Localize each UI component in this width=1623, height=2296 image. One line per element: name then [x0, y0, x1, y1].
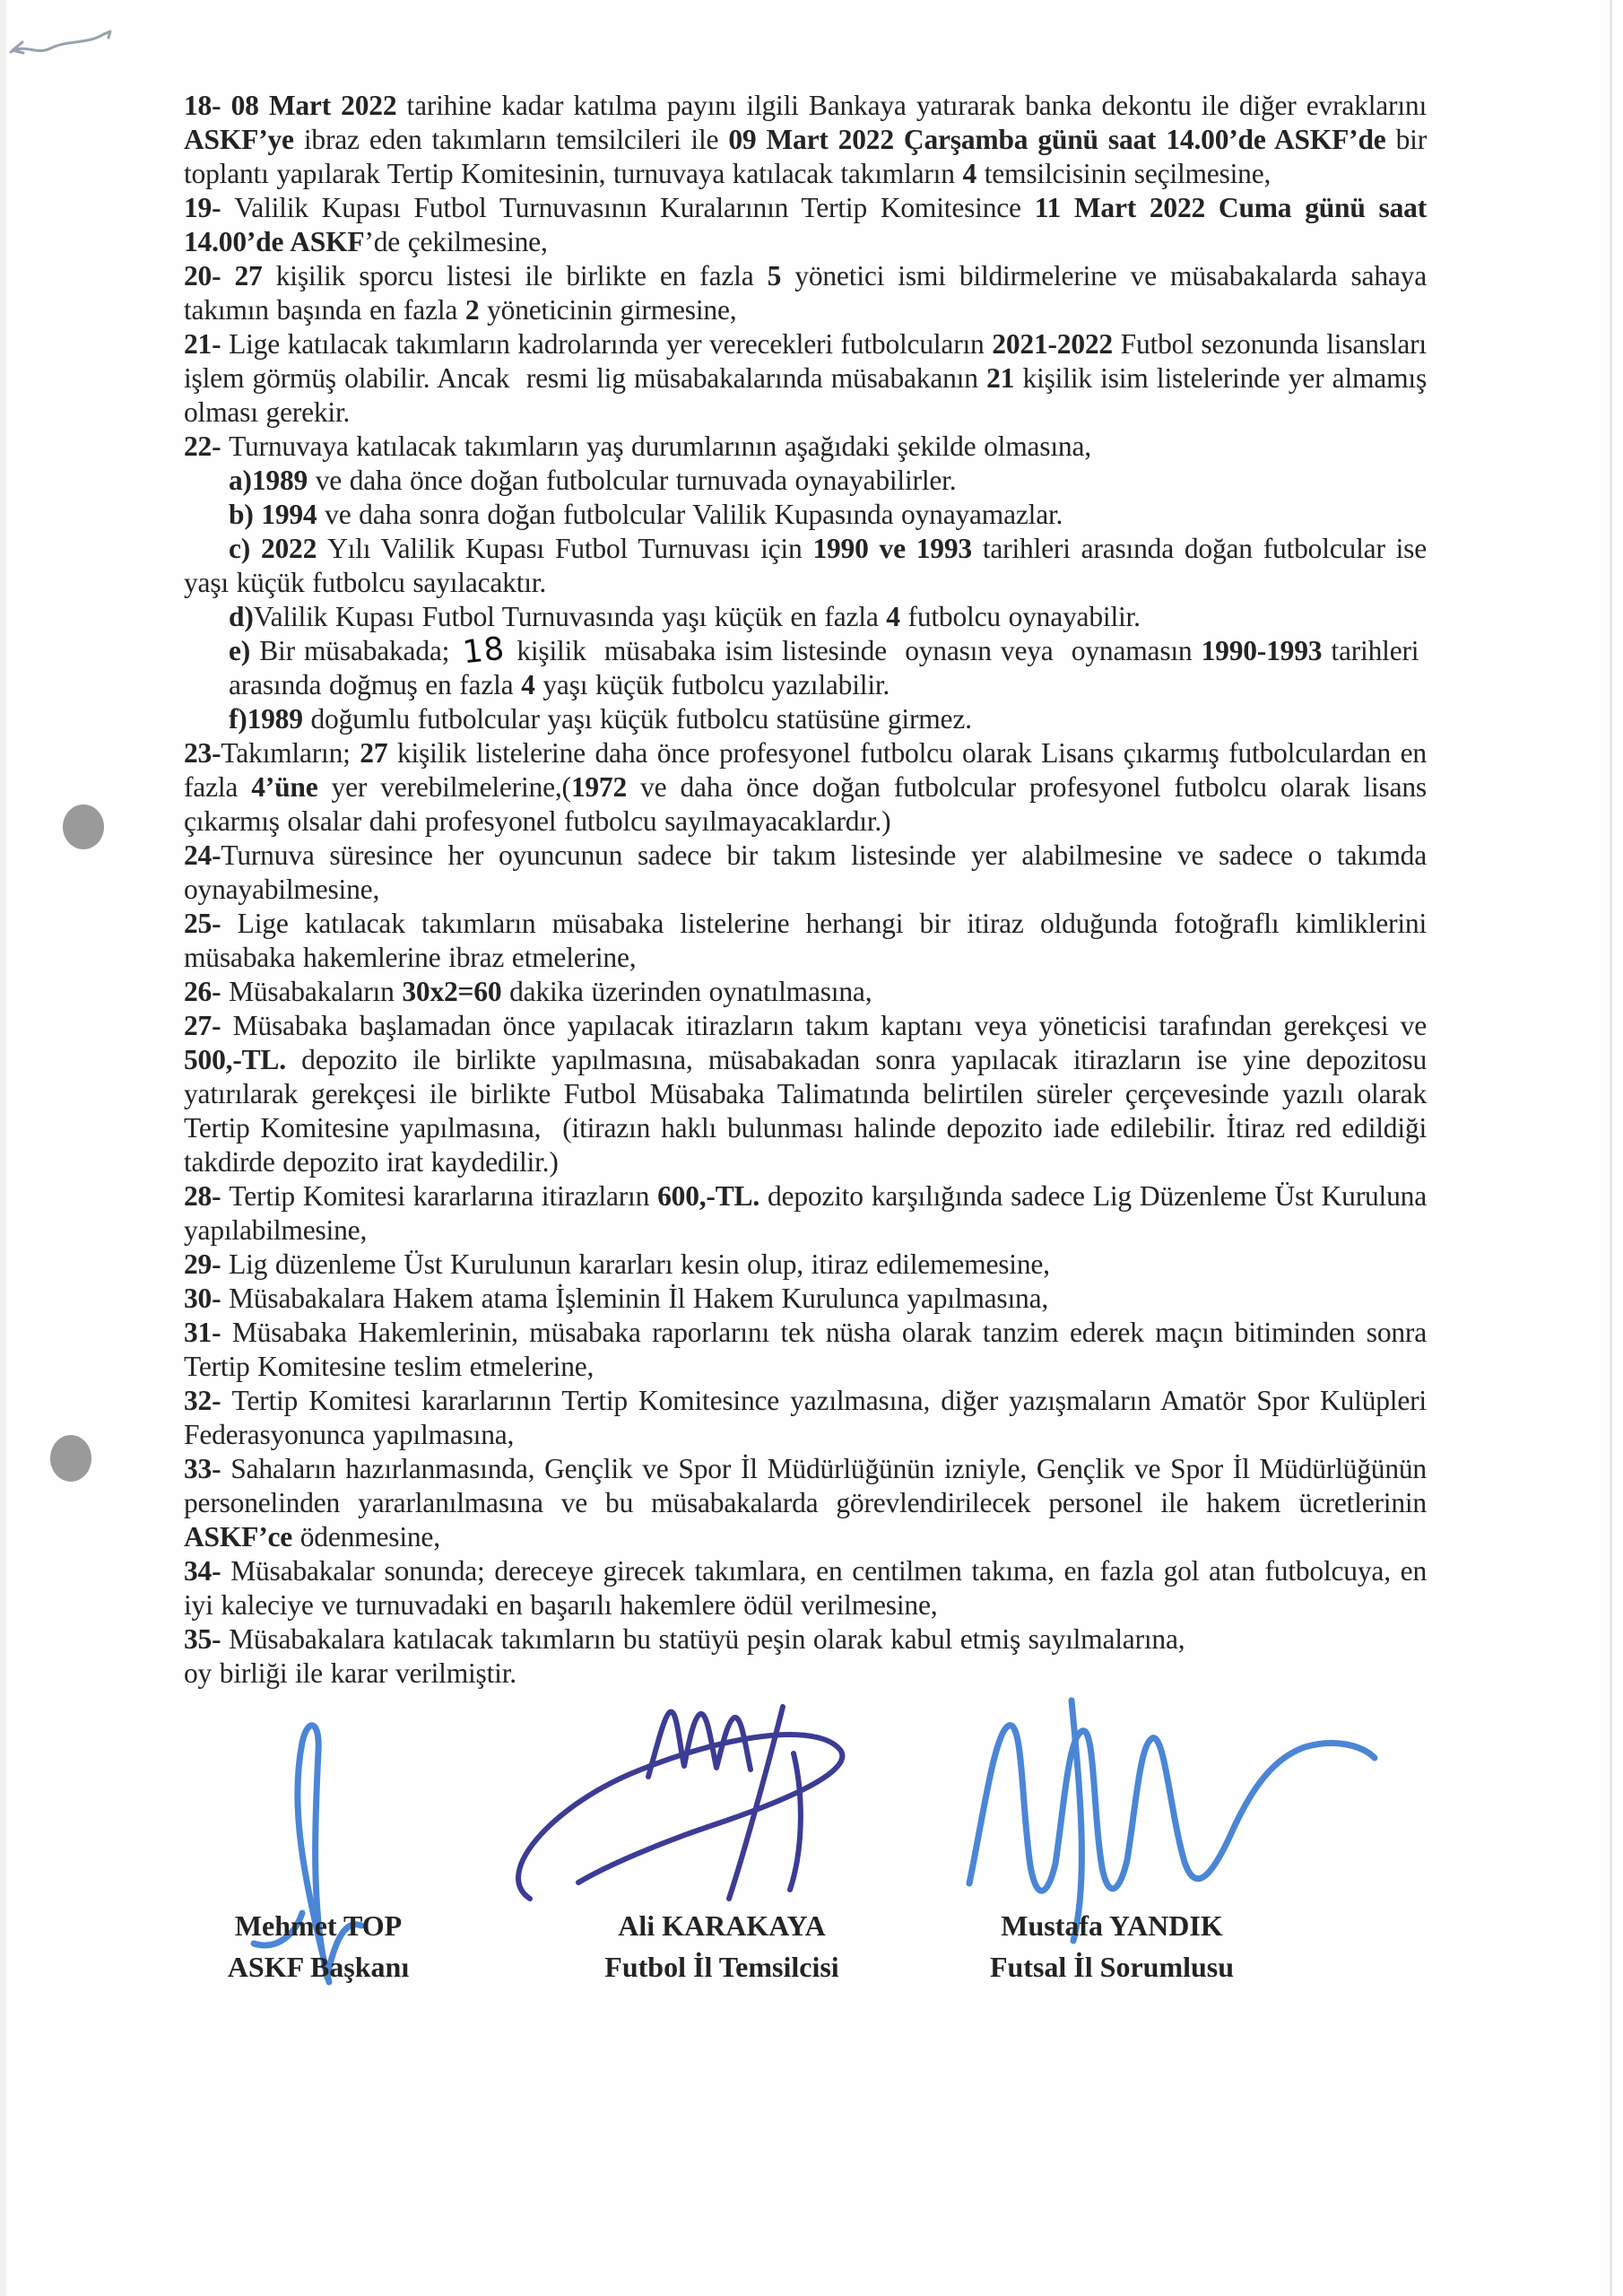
item-22-d	[184, 600, 1427, 634]
text-run: Valilik Kupası Futbol Turnuvasında yaşı küçük en fazla	[253, 601, 887, 632]
text-run: Müsabaka Hakemlerinin, müsabaka raporlarını tek nüsha olarak tanzim ederek maçın bitiminden sonra Tertip Komitesine teslim etmelerine,	[184, 1317, 1427, 1382]
text-run: 21	[986, 362, 1023, 394]
text-run: 29-	[184, 1248, 230, 1280]
text-run: 11 Mart 2022 Cuma günü saat 14.00’de ASKF	[184, 192, 1427, 257]
text-run: 20- 27	[184, 260, 276, 291]
text-run: 18- 08 Mart 2022	[184, 90, 407, 121]
item-22-b	[184, 498, 1427, 532]
text-run: Tertip Komitesi kararlarına itirazların	[229, 1180, 658, 1212]
item-19	[184, 191, 1427, 259]
text-run: Müsabakaların	[229, 976, 403, 1007]
text-run: temsilcisinin seçilmesine,	[984, 158, 1271, 189]
signatory-title: Futbol İl Temsilcisi	[604, 1951, 839, 1983]
signature-stroke	[969, 1726, 1375, 1892]
item-22-f	[184, 702, 1427, 736]
pen-scribble-end	[104, 31, 110, 38]
signature-stroke	[729, 1707, 783, 1899]
text-run: 26-	[184, 976, 230, 1007]
handwritten-number: 18	[461, 630, 508, 672]
signature-block-askf-baskani	[184, 1905, 453, 1987]
text-run: 30-	[184, 1283, 230, 1314]
text-run: f)1989	[229, 703, 311, 735]
pen-scribble-tick	[13, 42, 23, 53]
text-run: kişilik isim listelerinde yer almamış olması gerekir.	[184, 362, 1428, 428]
text-run: b) 1994	[229, 499, 325, 530]
signatory-name: Mehmet TOP	[234, 1909, 403, 1942]
text-run: Turnuva süresince her oyuncunun sadece bir takım listesinde yer alabilmesine ve sadece o takımda oynayabilmesine,	[184, 839, 1427, 905]
text-run: 21-	[184, 328, 230, 360]
text-run: a)1989	[229, 465, 316, 496]
item-29	[184, 1248, 1427, 1282]
text-run: 28-	[184, 1180, 230, 1212]
item-21	[184, 327, 1427, 430]
text-run: Yılı Valilik Kupası Futbol Turnuvası için	[327, 533, 813, 564]
text-run: ve daha önce doğan futbolcular profesyonel futbolcu olarak lisans çıkarmış olsalar dahi profesyonel futbolcu sayılmayacaklardır.)	[184, 771, 1427, 837]
item-18	[184, 89, 1427, 191]
document-body	[184, 89, 1427, 1691]
text-run: 32-	[184, 1385, 232, 1416]
text-run: 4	[962, 158, 985, 189]
hole-punch-top	[63, 804, 104, 849]
text-run: ödenmesine,	[299, 1521, 440, 1552]
pen-scribble-mark	[0, 5, 135, 68]
text-run: 35-	[184, 1623, 230, 1655]
text-run: 30x2=60	[402, 976, 510, 1007]
text-run: 500,-TL.	[184, 1044, 302, 1075]
text-run: bir toplantı yapılarak Tertip Komitesinin, turnuvaya katılacak takımların	[184, 124, 1427, 189]
text-run: 4’üne	[251, 771, 332, 803]
item-32	[184, 1384, 1427, 1452]
text-run: ve daha önce doğan futbolcular turnuvada oynayabilirler.	[315, 465, 957, 496]
text-run: 22-	[184, 430, 230, 462]
text-run: ibraz eden takımların temsilcileri ile	[303, 124, 729, 155]
signatory-name: Mustafa YANDIK	[1001, 1909, 1223, 1942]
item-22	[184, 430, 1427, 464]
text-run: 09 Mart 2022 Çarşamba günü saat 14.00’de ASKF’de	[728, 124, 1396, 155]
signature-stroke	[790, 1753, 801, 1890]
text-run: doğumlu futbolcular yaşı küçük futbolcu statüsüne girmez.	[310, 703, 972, 735]
text-run: tarihine kadar katılma payını ilgili Bankaya yatırarak banka dekontu ile diğer evraklarını	[406, 90, 1427, 121]
item-35	[184, 1622, 1427, 1657]
text-run: Lig düzenleme Üst Kurulunun kararları kesin olup, itiraz edilememesine,	[229, 1248, 1050, 1280]
text-run: tarihleri arasında doğmuş en fazla	[229, 635, 1427, 700]
text-run: Tertip Komitesi kararlarının Tertip Komitesince yazılmasına, diğer yazışmaların Amatör Spor Kulüpleri Federasyonunca yapılmasına,	[184, 1385, 1427, 1450]
item-26	[184, 975, 1427, 1009]
item-22-a	[184, 464, 1427, 498]
text-run: Valilik Kupası Futbol Turnuvasının Kuralarının Tertip Komitesince	[234, 192, 1035, 223]
text-run: oy birliği ile karar verilmiştir.	[184, 1657, 516, 1689]
text-run: Müsabaka başlamadan önce yapılacak itirazların takım kaptanı veya yöneticisi tarafından gerekçesi ve	[232, 1010, 1427, 1041]
item-22-c	[184, 532, 1427, 600]
text-run: futbolcu oynayabilir.	[907, 601, 1141, 632]
text-run: Futbol sezonunda lisansları işlem görmüş olabilir. Ancak resmi lig müsabakalarında müsabakanın	[184, 328, 1427, 394]
scan-right-edge-line	[1610, 0, 1612, 2296]
text-run: 4	[886, 601, 908, 632]
text-run: ASKF’ce	[184, 1521, 300, 1552]
text-run: 5	[767, 260, 795, 291]
text-run: 33-	[184, 1453, 231, 1484]
pen-scribble-stroke	[11, 34, 104, 52]
text-run: Müsabakalara katılacak takımların bu statüyü peşin olarak kabul etmiş sayılmalarına,	[229, 1623, 1185, 1655]
item-20	[184, 259, 1427, 327]
closing-line	[184, 1657, 1427, 1691]
text-run: yöneticinin girmesine,	[487, 294, 737, 326]
item-28	[184, 1179, 1427, 1248]
text-run: kişilik listelerine daha önce profesyonel futbolcu olarak Lisans çıkarmış futbolculardan en fazla	[184, 737, 1427, 803]
text-run: Bir müsabakada;	[259, 635, 459, 666]
text-run: Turnuvaya katılacak takımların yaş durumlarının aşağıdaki şekilde olmasına,	[229, 430, 1091, 462]
signature-block-futsal-il-sorumlusu	[961, 1905, 1263, 1987]
text-run: 2	[464, 294, 488, 326]
text-run: Sahaların hazırlanmasında, Gençlik ve Spor İl Müdürlüğünün izniyle, Gençlik ve Spor İl Müdürlüğünün personelinden yararlanılmasına ve bu müsabakalarda görevlendirilecek personel ile hakem ücretlerinin	[184, 1453, 1427, 1518]
text-run: 34-	[184, 1555, 231, 1587]
item-33	[184, 1452, 1427, 1554]
text-run: kişilik müsabaka isim listesinde oynasın veya oynamasın	[508, 635, 1202, 666]
signature-stroke	[648, 1712, 751, 1777]
item-24	[184, 839, 1427, 907]
signatory-name: Ali KARAKAYA	[618, 1909, 826, 1942]
text-run: Takımların;	[221, 737, 360, 769]
text-run: yönetici ismi bildirmelerine ve müsabakalarda sahaya takımın başında en fazla	[184, 260, 1427, 326]
text-run: 1972	[570, 771, 641, 803]
text-run: kişilik sporcu listesi ile birlikte en fazla	[275, 260, 768, 291]
signature-block-futbol-il-temsilcisi	[574, 1905, 870, 1987]
text-run: c) 2022	[229, 533, 328, 564]
signature-stroke	[518, 1735, 842, 1899]
hole-punch-bottom	[50, 1435, 91, 1482]
item-22-e	[184, 630, 1427, 702]
text-run: 4	[521, 669, 543, 700]
text-run: 600,-TL.	[657, 1180, 768, 1212]
text-run: Lige katılacak takımların kadrolarında yer verecekleri futbolcuların	[229, 328, 993, 360]
item-27	[184, 1009, 1427, 1179]
item-31	[184, 1316, 1427, 1384]
text-run: yer verebilmelerine,(	[331, 771, 571, 803]
text-run: 19-	[184, 192, 235, 223]
text-run: depozito karşılığında sadece Lig Düzenleme Üst Kuruluna yapılabilmesine,	[184, 1180, 1427, 1246]
text-run: 23-	[184, 737, 221, 769]
text-run: 25-	[184, 908, 238, 939]
text-run: 27	[360, 737, 397, 769]
item-34	[184, 1554, 1427, 1622]
text-run: Müsabakalara Hakem atama İşleminin İl Hakem Kurulunca yapılmasına,	[229, 1283, 1049, 1314]
text-run: tarihleri arasında doğan futbolcular ise yaşı küçük futbolcu sayılacaktır.	[184, 533, 1428, 598]
text-run: 24-	[184, 839, 221, 871]
scan-left-edge	[0, 0, 6, 2296]
item-30	[184, 1282, 1427, 1316]
signatory-title: ASKF Başkanı	[227, 1951, 410, 1983]
text-run: Lige katılacak takımların müsabaka listelerine herhangi bir itiraz olduğunda fotoğraflı kimliklerini müsabaka hakemlerine ibraz etmelerine,	[184, 908, 1427, 973]
text-run: ve daha sonra doğan futbolcular Valilik Kupasında oynayamazlar.	[325, 499, 1063, 530]
signatory-title: Futsal İl Sorumlusu	[989, 1951, 1235, 1983]
text-run: yaşı küçük futbolcu yazılabilir.	[542, 669, 890, 700]
text-run: e)	[229, 635, 260, 666]
item-25	[184, 907, 1427, 975]
text-run: dakika üzerinden oynatılmasına,	[509, 976, 872, 1007]
text-run: 27-	[184, 1010, 233, 1041]
item-23	[184, 736, 1427, 839]
text-run: ’de çekilmesine,	[364, 226, 548, 257]
text-run: depozito ile birlikte yapılmasına, müsabakadan sonra yapılacak itirazların ise yine depozitosu yatırılarak gerekçesi ile birlikte Futbol Müsabaka Talimatında belirtilen süreler çerçevesinde yazılı olarak Tertip Komitesine yapılmasına, (itirazın haklı bulunması halinde depozito iade edilebilir. İtiraz red edildiği takdirde depozito irat kaydedilir.)	[184, 1044, 1428, 1178]
text-run: 1990-1993	[1201, 635, 1332, 666]
text-run: 1990 ve 1993	[812, 533, 983, 564]
text-run: 2021-2022	[992, 328, 1121, 360]
text-run: Müsabakalar sonunda; dereceye girecek takımlara, en centilmen takıma, en fazla gol atan futbolcuya, en iyi kaleciye ve turnuvadaki en başarılı hakemlere ödül verilmesine,	[184, 1555, 1427, 1621]
text-run: ASKF’ye	[184, 124, 304, 155]
text-run: 31-	[184, 1317, 232, 1348]
text-run: d)	[229, 601, 254, 632]
